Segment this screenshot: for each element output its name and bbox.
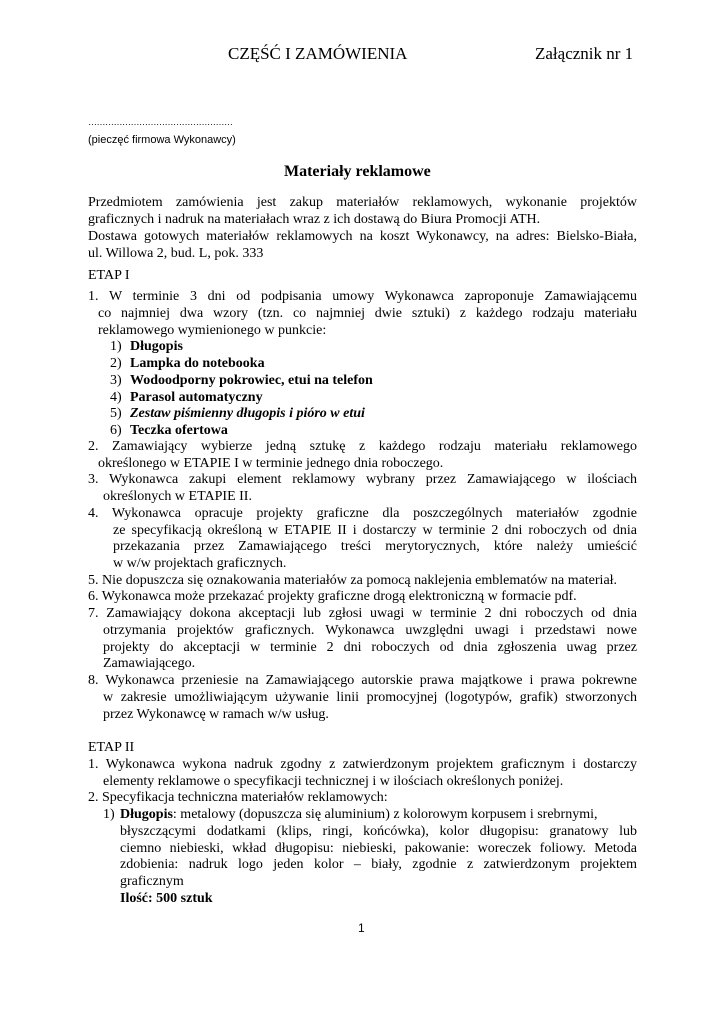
spec-item-name: Długopis xyxy=(120,807,173,822)
intro-line: Dostawa gotowych materiałów reklamowych na koszt Wykonawcy, na adres: Bielsko-Biała, xyxy=(88,229,637,244)
material-item-num: 3) xyxy=(110,373,122,388)
intro-line: graficznych i nadruk na materiałach wraz z ich dostawą do Biura Promocji ATH. xyxy=(88,212,541,227)
etap1-item2-line: 2. Zamawiający wybierze jedną sztukę z każdego rodzaju materiału reklamowego xyxy=(88,439,637,454)
etap1-item5: 5. Nie dopuszcza się oznakowania materiałów za pomocą naklejenia emblematów na materiał. xyxy=(88,573,618,588)
etap2-heading: ETAP II xyxy=(88,740,135,755)
etap1-item3-line: określonych w ETAPIE II. xyxy=(103,489,252,504)
material-item-name: Teczka ofertowa xyxy=(130,423,228,438)
material-item xyxy=(110,390,263,406)
etap1-item1-line: 1. W terminie 3 dni od podpisania umowy Wykonawca zaproponuje Zamawiającemu xyxy=(88,289,637,304)
page-number: 1 xyxy=(358,921,365,935)
material-item-num: 5) xyxy=(110,406,122,421)
spec-item-line: graficznym xyxy=(120,874,184,889)
stamp-label: (pieczęć firmowa Wykonawcy) xyxy=(88,134,236,146)
material-item xyxy=(110,339,183,355)
material-item xyxy=(110,423,228,439)
etap1-item1-line: reklamowego wymienionego w punkcie: xyxy=(98,323,327,338)
spec-item-line: błyszczącymi dodatkami (klips, ringi, końcówka), kolor długopisu: granatowy lub xyxy=(120,824,637,839)
material-item-num: 4) xyxy=(110,390,122,405)
spec-item-line: ciemno niebieski, wkład długopisu: niebieski, pakowanie: woreczek foliowy. Metoda xyxy=(120,841,637,856)
etap2-item2: 2. Specyfikacja techniczna materiałów reklamowych: xyxy=(88,790,388,805)
section-title: CZĘŚĆ I ZAMÓWIENIA xyxy=(228,44,408,63)
material-item xyxy=(110,356,265,372)
etap1-item4-line: 4. Wykonawca opracuje projekty graficzne dla poszczególnych materiałów zgodnie xyxy=(88,506,637,521)
spec-item-desc: : metalowy (dopuszcza się aluminium) z kolorowym korpusem i srebrnymi, xyxy=(172,807,598,822)
etap1-heading: ETAP I xyxy=(88,268,130,283)
etap2-item1-line: 1. Wykonawca wykona nadruk zgodny z zatwierdzonym projektem graficznym i dostarczy xyxy=(88,757,637,772)
material-item-num: 6) xyxy=(110,423,122,438)
etap1-item3-line: 3. Wykonawca zakupi element reklamowy wybrany przez Zamawiającego w ilościach xyxy=(88,472,637,487)
material-item xyxy=(110,373,373,389)
etap1-item8-line: 8. Wykonawca przeniesie na Zamawiającego autorskie prawa majątkowe i prawa pokrewne xyxy=(88,673,637,688)
etap1-item4-line: ze specyfikacją określoną w ETAPIE II i dostarczy w terminie 2 dni roboczych od dnia xyxy=(113,523,637,538)
etap1-item7-line: 7. Zamawiający dokona akceptacji lub zgłosi uwagi w terminie 2 dni roboczych od dnia xyxy=(88,606,637,621)
etap2-item1-line: elementy reklamowe o specyfikacji technicznej i w ilościach określonych poniżej. xyxy=(103,774,564,789)
spec-item-quantity: Ilość: 500 sztuk xyxy=(120,891,213,906)
material-item-name: Lampka do notebooka xyxy=(130,356,265,371)
stamp-dots: …………………………………………… xyxy=(88,117,233,127)
spec-item-num: 1) xyxy=(103,807,115,822)
etap1-item8-line: przez Wykonawcę w ramach w/w usług. xyxy=(103,707,329,722)
material-item-name: Parasol automatyczny xyxy=(130,390,263,405)
material-item-num: 1) xyxy=(110,339,122,354)
spec-item-first-line xyxy=(103,807,598,823)
etap1-item7-line: projekty do akceptacji w terminie 2 dni roboczych od dnia zgłoszenia uwag przez xyxy=(103,640,637,655)
material-item-name: Zestaw piśmienny długopis i pióro w etui xyxy=(130,406,365,421)
material-item-num: 2) xyxy=(110,356,122,371)
material-item-name: Wodoodporny pokrowiec, etui na telefon xyxy=(130,373,373,388)
etap1-item8-line: w zakresie umożliwiającym używanie linii promocyjnej (logotypów, grafik) stworzonych xyxy=(103,690,637,705)
etap1-item7-line: otrzymania projektów graficznych. Wykonawca uwzględni uwagi i przedstawi nowe xyxy=(103,623,637,638)
spec-item-line: zdobienia: nadruk logo jeden kolor – biały, zgodnie z zatwierdzonym projektem xyxy=(120,857,637,872)
etap1-item1-line: co najmniej dwa wzory (tzn. co najmniej dwie sztuki) z każdego rodzaju materiału xyxy=(98,306,637,321)
material-item-name: Długopis xyxy=(130,339,183,354)
etap1-item4-line: w w/w projektach graficznych. xyxy=(113,556,287,571)
etap1-item6: 6. Wykonawca może przekazać projekty graficzne drogą elektroniczną w formacie pdf. xyxy=(88,589,577,604)
etap1-item4-line: przekazania przez Zamawiającego treści merytorycznych, które należy umieścić xyxy=(113,539,637,554)
etap1-item7-line: Zamawiającego. xyxy=(103,656,196,671)
etap1-item2-line: określonego w ETAPIE I w terminie jednego dnia roboczego. xyxy=(98,456,444,471)
attachment-label: Załącznik nr 1 xyxy=(535,44,634,63)
document-title: Materiały reklamowe xyxy=(284,163,431,180)
intro-line: Przedmiotem zamówienia jest zakup materiałów reklamowych, wykonanie projektów xyxy=(88,195,637,210)
material-item xyxy=(110,406,365,422)
intro-line: ul. Willowa 2, bud. L, pok. 333 xyxy=(88,246,264,261)
